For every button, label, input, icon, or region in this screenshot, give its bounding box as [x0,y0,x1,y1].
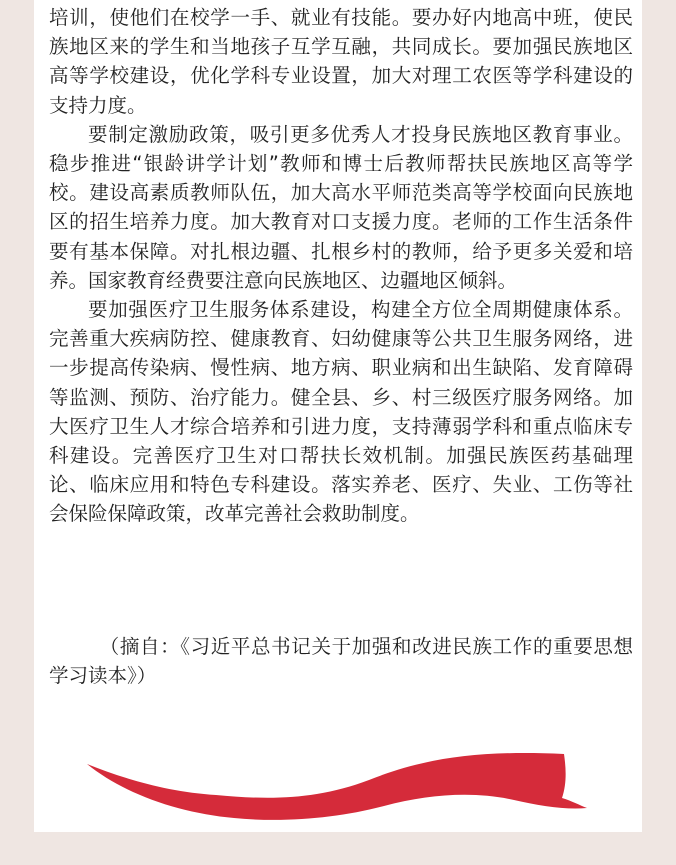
ribbon-shape [87,753,587,820]
red-ribbon-icon [84,748,592,828]
source-citation [49,632,633,690]
article-paragraph-3: 要加强医疗卫生服务体系建设，构建全方位全周期健康体系。完善重大疾病防控、健康教育、妇幼健康等公共卫生服务网络，进一步提高传染病、慢性病、地方病、职业病和出生缺陷、发育障碍等监测、预防、治疗能力。健全县、乡、村三级医疗服务网络。加大医疗卫生人才综合培养和引进力度，支持薄弱学科和重点临床专科建设。完善医疗卫生对口帮扶长效机制。加强民族医药基础理论、临床应用和特色专科建设。落实养老、医疗、失业、工伤等社会保险保障政策，改革完善社会救助制度。 [49,298,633,526]
article-paragraph-2: 要制定激励政策，吸引更多优秀人才投身民族地区教育事业。稳步推进“银龄讲学计划”教师和博士后教师帮扶民族地区高等学校。建设高素质教师队伍，加大高水平师范类高等学校面向民族地区的招生培养力度。加大教育对口支援力度。老师的工作生活条件要有基本保障。对扎根边疆、扎根乡村的教师，给予更多关爱和培养。国家教育经费要注意向民族地区、边疆地区倾斜。 [49,122,633,292]
article-paragraph-1: 培训，使他们在校学一手、就业有技能。要办好内地高中班，使民族地区来的学生和当地孩子互学互融，共同成长。要加强民族地区高等学校建设，优化学科专业设置，加大对理工农医等学科建设的支持力度。 [49,6,633,117]
source-citation-text: （摘自：《习近平总书记关于加强和改进民族工作的重要思想学习读本》） [49,635,633,688]
article-body [49,3,633,529]
